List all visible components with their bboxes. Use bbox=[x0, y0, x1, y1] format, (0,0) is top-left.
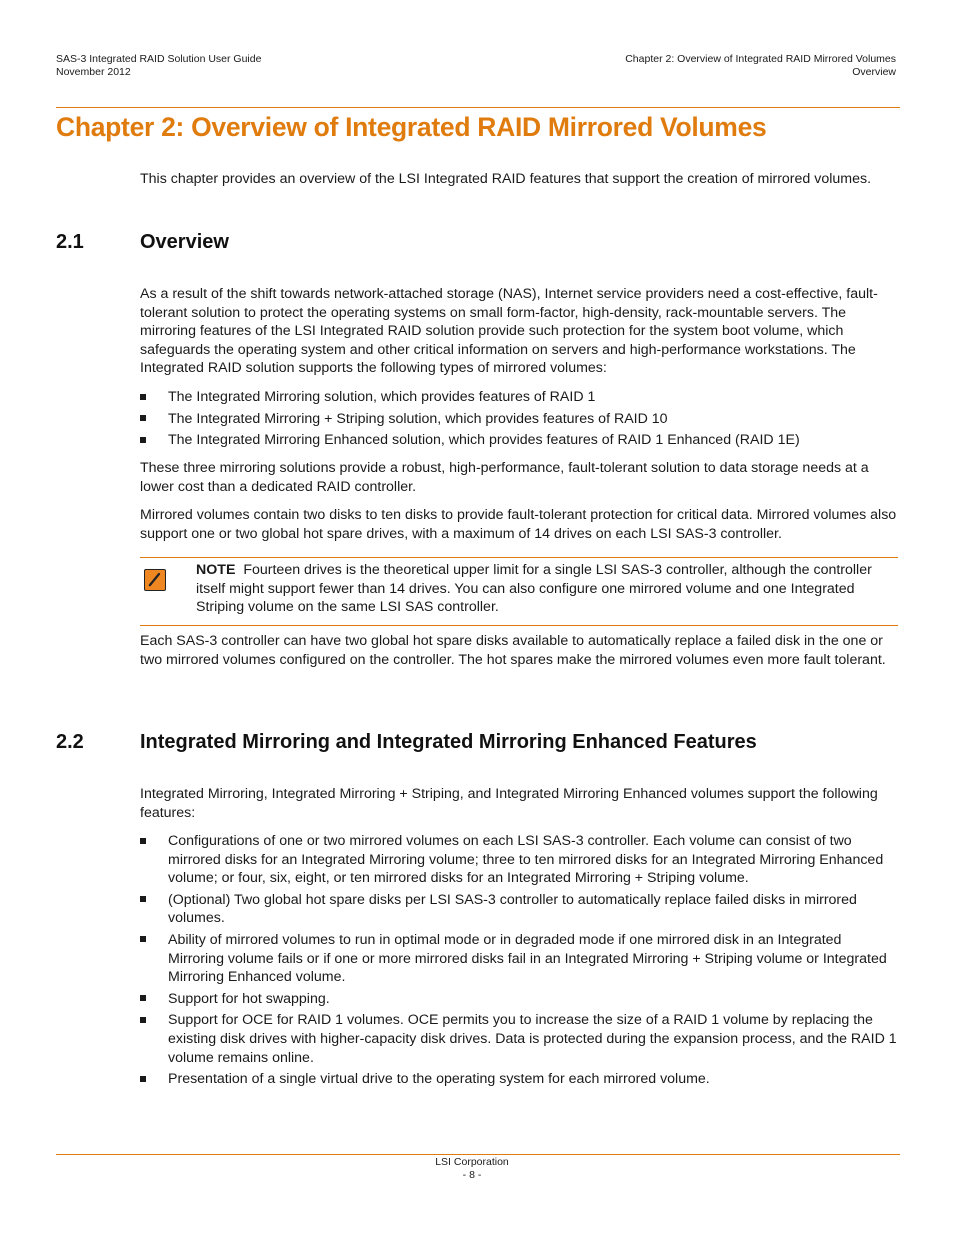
paragraph: Mirrored volumes contain two disks to ten disks to provide fault-tolerant protection for critical data. Mirrored volumes also support one or two global hot spare drives, with a maximum of 14 drives on each LSI SAS-3 controller. bbox=[140, 507, 897, 542]
chapter-title: Chapter 2: Overview of Integrated RAID Mirrored Volumes bbox=[56, 112, 767, 142]
document-title: SAS-3 Integrated RAID Solution User Guide bbox=[56, 53, 262, 65]
section-number: 2.1 bbox=[56, 231, 84, 253]
bullet-square-icon bbox=[140, 995, 146, 1001]
footer-company: LSI Corporation bbox=[435, 1156, 509, 1168]
note-body: Fourteen drives is the theoretical upper limit for a single LSI SAS-3 controller, although the controller itself might support fewer than 14 drives. You can also configure one mirrored volume and one Integrated Striping volume on the same LSI SAS controller. bbox=[196, 562, 872, 616]
bullet-square-icon bbox=[140, 896, 146, 902]
header-rule bbox=[56, 107, 900, 108]
paragraph: These three mirroring solutions provide a robust, high-performance, fault-tolerant solution to data storage needs at a lower cost than a dedicated RAID controller. bbox=[140, 460, 869, 495]
document-date: November 2012 bbox=[56, 66, 131, 78]
list-item: (Optional) Two global hot spare disks per LSI SAS-3 controller to automatically replace failed disks in mirrored volumes. bbox=[140, 891, 900, 928]
section-number: 2.2 bbox=[56, 731, 84, 753]
page-number: - 8 - bbox=[462, 1169, 482, 1181]
bullet-list bbox=[140, 832, 900, 1089]
list-item: Presentation of a single virtual drive to the operating system for each mirrored volume. bbox=[140, 1070, 900, 1089]
list-item: Configurations of one or two mirrored volumes on each LSI SAS-3 controller. Each volume can consist of two mirrored disks for an Integrated Mirroring volume; three to ten mirrored disks for an Integrated Mirroring Enhanced volume; or four, six, eight, or ten mirrored disks for an Integrated Mirroring + Striping volume. bbox=[140, 832, 900, 888]
header-chapter: Chapter 2: Overview of Integrated RAID Mirrored Volumes bbox=[625, 53, 896, 65]
page-footer bbox=[0, 1156, 944, 1182]
list-item: Support for hot swapping. bbox=[140, 990, 900, 1009]
bullet-square-icon bbox=[140, 936, 146, 942]
note-label: NOTE bbox=[196, 562, 236, 578]
footer-rule bbox=[56, 1154, 900, 1155]
note-box bbox=[140, 557, 898, 626]
section-title: Overview bbox=[140, 231, 229, 253]
bullet-square-icon bbox=[140, 1017, 146, 1023]
list-item: Ability of mirrored volumes to run in optimal mode or in degraded mode if one mirrored disk in an Integrated Mirroring volume fails or if one or more mirrored disks fail in an Integrated Mirroring + Striping volume or Integrated Mirroring Enhanced volume. bbox=[140, 931, 900, 987]
chapter-intro: This chapter provides an overview of the LSI Integrated RAID features that support the creation of mirrored volumes. bbox=[140, 171, 872, 187]
running-header-left bbox=[56, 53, 261, 79]
list-item: The Integrated Mirroring Enhanced solution, which provides features of RAID 1 Enhanced (RAID 1E) bbox=[140, 431, 900, 450]
list-item: The Integrated Mirroring + Striping solution, which provides features of RAID 10 bbox=[140, 410, 900, 429]
bullet-square-icon bbox=[140, 394, 146, 400]
note-text bbox=[196, 561, 896, 617]
paragraph: Integrated Mirroring, Integrated Mirroring + Striping, and Integrated Mirroring Enhanced volumes support the following features: bbox=[140, 786, 878, 821]
list-item: The Integrated Mirroring solution, which provides features of RAID 1 bbox=[140, 388, 900, 407]
paragraph: As a result of the shift towards network-attached storage (NAS), Internet service providers need a cost-effective, fault-tolerant solution to protect the operating systems on small form-factor, high-density, rack-mountable servers. The mirroring features of the LSI Integrated RAID solution provide such protection for the system boot volume, which safeguards the operating system and other critical information on servers and high-performance workstations. The Integrated RAID solution supports the following types of mirrored volumes: bbox=[140, 286, 878, 377]
paragraph: Each SAS-3 controller can have two global hot spare disks available to automatically replace a failed disk in the one or two mirrored volumes configured on the controller. The hot spares make the mirrored volumes even more fault tolerant. bbox=[140, 633, 886, 668]
section-title: Integrated Mirroring and Integrated Mirroring Enhanced Features bbox=[140, 731, 757, 753]
bullet-square-icon bbox=[140, 437, 146, 443]
header-section: Overview bbox=[852, 66, 896, 78]
bullet-square-icon bbox=[140, 415, 146, 421]
list-item: Support for OCE for RAID 1 volumes. OCE permits you to increase the size of a RAID 1 volume by replacing the existing disk drives with higher-capacity disk drives. Data is protected during the expansion process, and the RAID 1 volume remains online. bbox=[140, 1011, 900, 1067]
bullet-square-icon bbox=[140, 1076, 146, 1082]
pencil-note-icon bbox=[144, 569, 166, 591]
bullet-list bbox=[140, 388, 900, 450]
running-header-right bbox=[625, 53, 896, 79]
bullet-square-icon bbox=[140, 838, 146, 844]
